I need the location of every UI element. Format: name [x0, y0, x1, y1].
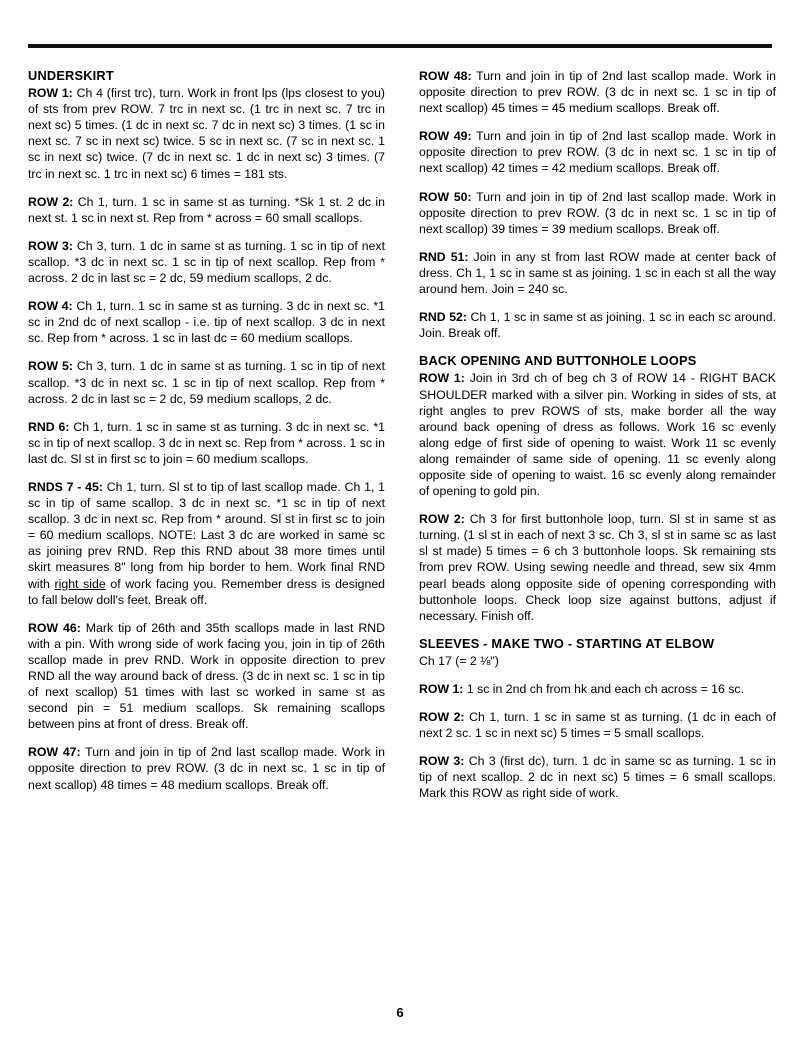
- paragraph-text: Ch 1, turn. 1 sc in same st as turning. (1 dc in each of next 2 sc. 1 sc in next sc) 5 times = 5 small scallops.: [419, 710, 776, 741]
- paragraph-back-opening-row-2: [419, 511, 776, 624]
- paragraph-label: ROW 50:: [419, 189, 472, 204]
- paragraph-row-4: [28, 298, 385, 346]
- paragraph-row-2: [28, 194, 385, 226]
- paragraph-row-49: [419, 128, 776, 176]
- paragraph-label: RND 51:: [419, 249, 469, 264]
- paragraph-label: ROW 46:: [28, 620, 81, 635]
- paragraph-text: Ch 3 (first dc), turn. 1 dc in same sc as turning. 1 sc in tip of next scallop. 2 dc in next sc) 5 times = 6 small scallops. Mark this ROW as right side of work.: [419, 754, 776, 801]
- paragraph-label: RNDS 7 - 45:: [28, 479, 103, 494]
- paragraph-row-5: [28, 358, 385, 406]
- paragraph-sleeves-row-3: [419, 753, 776, 801]
- paragraph-text: Turn and join in tip of 2nd last scallop made. Work in opposite direction to prev ROW. (3 dc in next sc. 1 sc in tip of next scallop) 42 times = 42 medium scallops. Break off.: [419, 129, 776, 176]
- paragraph-text: Join in 3rd ch of beg ch 3 of ROW 14 - RIGHT BACK SHOULDER marked with a silver pin. Working in sides of sts, at right angles to prev ROWS of sts, make border all the way around back opening of dress as follows. Work 16 sc evenly along edge of first side of opening to waist. Work 11 sc evenly along remainder of same side of opening. 11 sc evenly along opposite side of opening to waist. 16 sc evenly along remainder of opening to gold pin.: [419, 371, 777, 499]
- paragraph-label: ROW 3:: [28, 238, 73, 253]
- paragraph-text: 1 sc in 2nd ch from hk and each ch across = 16 sc.: [463, 682, 744, 696]
- paragraph-text: Ch 1, turn. 1 sc in same st as turning. 3 dc in next sc. *1 sc in tip of next scallop. 3 dc in next sc. Rep from * across. 1 sc in last dc. Sl st in first sc to join = 60 medium scallops.: [28, 419, 385, 466]
- paragraph-back-opening-row-1: [419, 370, 776, 499]
- paragraph-label: ROW 2:: [28, 194, 74, 209]
- paragraph-label: ROW 2:: [419, 710, 465, 725]
- paragraph-rnd-6: [28, 419, 385, 467]
- section-heading-sleeves: SLEEVES - MAKE TWO - STARTING AT ELBOW: [419, 635, 715, 651]
- paragraph-text: Ch 1, turn. Sl st to tip of last scallop made. Ch 1, 1 sc in tip of same scallop. 3 dc in next sc. *1 sc in tip of next scallop. 3 dc in next sc. Rep from * around. Sl st in first sc to join = 60 medium scallops. NOTE: Last 3 dc are worked in same sc as joining prev RND. Rep this RND about 38 more times until skirt measures 8" long from hip border to hem. Work final RND with: [28, 479, 385, 591]
- section-heading-underskirt: UNDERSKIRT: [28, 68, 114, 83]
- paragraph-label: ROW 5:: [28, 359, 73, 374]
- paragraph-text: Ch 3 for first buttonhole loop, turn. Sl st in same st as turning. (1 sl st in each of next 3 sc. Ch 3, sl st in same sc as last sl st made) 5 times = 6 ch 3 buttonhole loops. Sk remaining sts from prev ROW. Using sewing needle and thread, sew six 4mm pearl beads along opposite side of opening corresponding with buttonhole loops. Check loop size against buttons, adjust if necessary. Finish off.: [419, 512, 776, 623]
- paragraph-text: Join in any st from last ROW made at center back of dress. Ch 1, 1 sc in same st as joining. 1 sc in each st all the way around hem. Join = 240 sc.: [419, 249, 776, 297]
- paragraph-label: ROW 1:: [419, 371, 465, 386]
- paragraph-text: Ch 1, turn. 1 sc in same st as turning. 3 dc in next sc. *1 sc in 2nd dc of next scallop - i.e. tip of next scallop. 3 dc in next sc. Rep from * across. 1 sc in last dc = 60 medium scallops.: [28, 299, 385, 346]
- paragraph-label: ROW 47:: [28, 745, 81, 760]
- paragraph-row-3: [28, 238, 385, 286]
- paragraph-label: ROW 1:: [419, 682, 464, 696]
- paragraph-text: Ch 1, turn. 1 sc in same st as turning. *Sk 1 st. 2 dc in next st. 1 sc in next st. Rep from * across = 60 small scallops.: [28, 194, 385, 225]
- right-column: [419, 68, 776, 1008]
- paragraph-label: ROW 4:: [28, 299, 73, 314]
- paragraph-row-47: [28, 744, 385, 792]
- paragraph-text: Turn and join in tip of 2nd last scallop made. Work in opposite direction to prev ROW. (3 dc in next sc. 1 sc in tip of next scallop) 45 times = 45 medium scallops. Break off.: [419, 69, 776, 116]
- paragraph-row-48: [419, 68, 776, 116]
- paragraph-label: RND 52:: [419, 310, 467, 325]
- paragraph-rnds-7-45: [28, 479, 385, 608]
- paragraph-sleeves-intro: Ch 17 (= 2 ⅛"): [419, 653, 499, 668]
- paragraph-text-continued: of work facing you. Remember dress is designed to fall below doll's feet. Break off.: [28, 576, 385, 607]
- paragraph-row-50: [419, 189, 776, 237]
- paragraph-label: ROW 1:: [28, 86, 73, 101]
- paragraph-text: Ch 3, turn. 1 dc in same st as turning. 1 sc in tip of next scallop. *3 dc in next sc. 1 sc in tip of next scallop. Rep from * across. 2 dc in last sc = 2 dc, 59 medium scallops, 2 dc.: [28, 359, 385, 406]
- paragraph-text: Ch 3, turn. 1 dc in same st as turning. 1 sc in tip of next scallop. *3 dc in next sc. 1 sc in tip of next scallop. Rep from * across. 2 dc in last sc = 2 dc, 59 medium scallops, 2 dc.: [28, 238, 385, 286]
- paragraph-label: ROW 48:: [419, 69, 472, 83]
- paragraph-sleeves-row-2: [419, 709, 776, 741]
- paragraph-label: RND 6:: [28, 419, 70, 434]
- top-rule-divider: [28, 44, 772, 48]
- paragraph-text: Turn and join in tip of 2nd last scallop made. Work in opposite direction to prev ROW. (3 dc in next sc. 1 sc in tip of next scallop) 39 times = 39 medium scallops. Break off.: [419, 189, 776, 236]
- paragraph-label: ROW 2:: [419, 512, 465, 527]
- paragraph-label: ROW 3:: [419, 754, 465, 769]
- paragraph-text: Ch 1, 1 sc in same st as joining. 1 sc in each sc around. Join. Break off.: [419, 310, 776, 341]
- paragraph-rnd-51: [419, 249, 776, 297]
- paragraph-row-1: [28, 85, 385, 182]
- paragraph-text: Turn and join in tip of 2nd last scallop made. Work in opposite direction to prev ROW. (3 dc in next sc. 1 sc in tip of next scallop) 48 times = 48 medium scallops. Break off.: [28, 745, 385, 792]
- two-column-body: [28, 68, 776, 1008]
- paragraph-rnd-52: [419, 309, 776, 341]
- paragraph-text: Ch 4 (first trc), turn. Work in front lps (lps closest to you) of sts from prev ROW. 7 trc in next sc. (1 trc in next sc. 7 trc in next sc) 5 times. (1 dc in next sc. 7 dc in next sc) 3 times. (1 sc in next sc. 7 sc in next sc) twice. 5 sc in next sc. (7 sc in next sc. 1 sc in next sc) twice. (7 dc in next sc. 1 dc in next sc) 3 times. (7 trc in next sc. 1 trc in next sc) 6 times = 181 sts.: [28, 86, 386, 181]
- paragraph-underlined-phrase: right side: [54, 576, 106, 591]
- paragraph-sleeves-row-1: [419, 681, 776, 697]
- paragraph-text: Mark tip of 26th and 35th scallops made in last RND with a pin. With wrong side of work facing you, join in tip of 26th scallop made in prev RND. Work in opposite direction to prev RND all the way around back of dress. (3 dc in next sc. 1 sc in tip of next scallop) 51 times with last sc worked in same st as second pin = 51 medium scallops. Sk remaining scallops between pins at front of dress. Break off.: [28, 620, 385, 732]
- page-number: 6: [396, 1005, 404, 1020]
- paragraph-label: ROW 49:: [419, 129, 472, 144]
- left-column: [28, 68, 385, 1008]
- section-heading-back-opening: BACK OPENING AND BUTTONHOLE LOOPS: [419, 353, 697, 369]
- paragraph-row-46: [28, 620, 385, 733]
